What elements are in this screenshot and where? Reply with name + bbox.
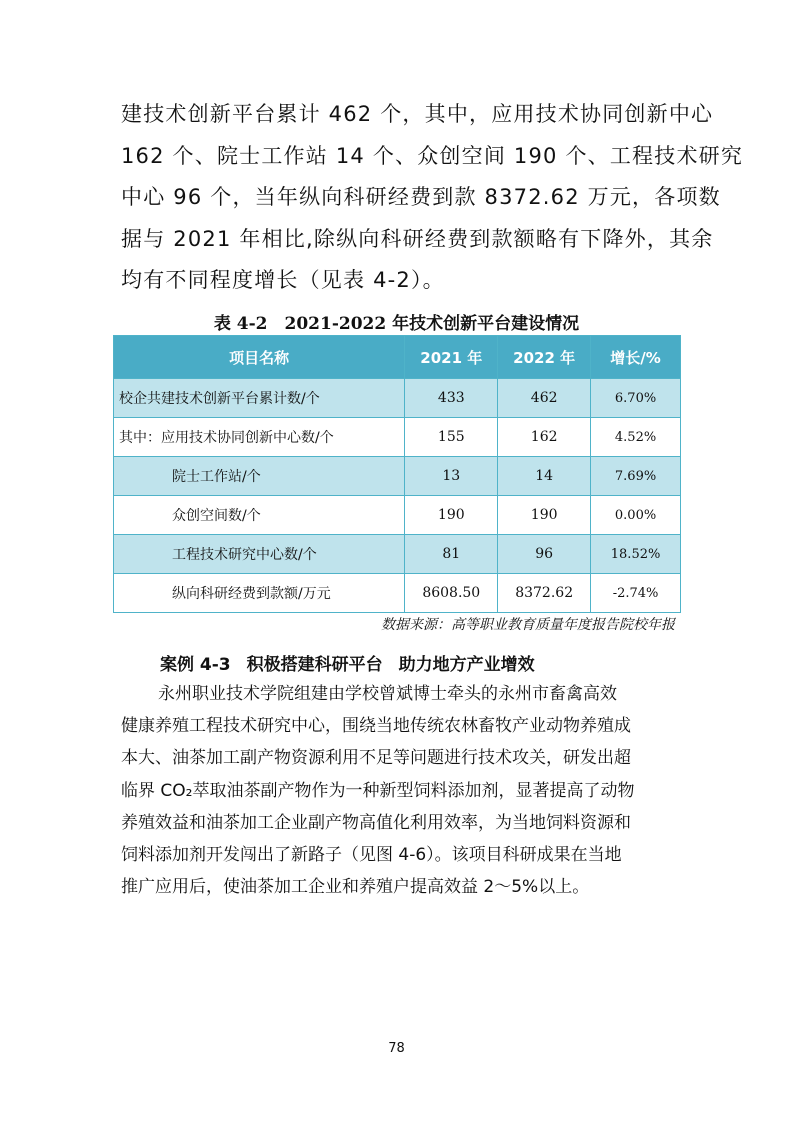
row-2022: 14: [498, 457, 591, 496]
case-line: 临界 CO₂萃取油茶副产物作为一种新型饲料添加剂，显著提高了动物: [121, 780, 635, 801]
intro-line: 均有不同程度增长（见表 4-2）。: [121, 268, 445, 292]
row-2022: 462: [498, 379, 591, 418]
header-2022: 2022 年: [498, 336, 591, 379]
row-2021: 8608.50: [405, 574, 498, 613]
row-2021: 155: [405, 418, 498, 457]
case-line: 本大、油茶加工副产物资源利用不足等问题进行技术攻关，研发出超: [121, 748, 631, 769]
row-growth: 0.00%: [591, 496, 681, 535]
row-2022: 190: [498, 496, 591, 535]
case-title-part2: 助力地方产业增效: [398, 655, 535, 675]
case-line: 永州职业技术学院组建由学校曾斌博士牵头的永州市畜禽高效: [158, 684, 617, 704]
row-name: 工程技术研究中心数/个: [114, 535, 405, 574]
row-2022: 8372.62: [498, 574, 591, 613]
header-item-name: 项目名称: [114, 336, 405, 379]
table-row: [114, 457, 681, 496]
row-name: 校企共建技术创新平台累计数/个: [114, 379, 405, 418]
case-line: 饲料添加剂开发闯出了新路子（见图 4-6）。该项目科研成果在当地: [121, 845, 622, 866]
row-2022: 162: [498, 418, 591, 457]
row-name: 众创空间数/个: [114, 496, 405, 535]
row-2021: 190: [405, 496, 498, 535]
row-2022: 96: [498, 535, 591, 574]
row-name: 其中：应用技术协同创新中心数/个: [114, 418, 405, 457]
table-row: [114, 535, 681, 574]
table-row: [114, 574, 681, 613]
table-row: [114, 496, 681, 535]
row-name: 院士工作站/个: [114, 457, 405, 496]
intro-line: 建技术创新平台累计 462 个，其中，应用技术协同创新中心: [121, 102, 714, 126]
row-2021: 433: [405, 379, 498, 418]
row-name: 纵向科研经费到款额/万元: [114, 574, 405, 613]
table-row: [114, 379, 681, 418]
header-2021: 2021 年: [405, 336, 498, 379]
table-source-note: 数据来源：高等职业教育质量年度报告院校年报: [381, 617, 675, 633]
row-growth: 7.69%: [591, 457, 681, 496]
row-growth: 4.52%: [591, 418, 681, 457]
platform-table: [113, 335, 681, 613]
table-header-row: [114, 336, 681, 379]
case-line: 推广应用后，使油茶加工企业和养殖户提高效益 2～5%以上。: [121, 877, 590, 898]
intro-line: 中心 96 个，当年纵向科研经费到款 8372.62 万元，各项数: [121, 185, 721, 209]
case-title-part1: 积极搭建科研平台: [246, 655, 383, 675]
row-2021: 13: [405, 457, 498, 496]
row-growth: -2.74%: [591, 574, 681, 613]
case-label: 案例 4-3: [160, 655, 231, 675]
row-growth: 18.52%: [591, 535, 681, 574]
intro-line: 据与 2021 年相比,除纵向科研经费到款额略有下降外，其余: [121, 226, 714, 251]
case-paragraph: [121, 678, 686, 903]
intro-paragraph: [121, 94, 744, 302]
row-growth: 6.70%: [591, 379, 681, 418]
page-number: 78: [388, 1041, 405, 1056]
table-title: 表 4-2 2021-2022 年技术创新平台建设情况: [213, 314, 580, 334]
case-heading: [160, 650, 535, 675]
table-row: [114, 418, 681, 457]
case-line: 养殖效益和油茶加工企业副产物高值化利用效率，为当地饲料资源和: [121, 812, 631, 833]
header-growth: 增长/%: [591, 336, 681, 379]
row-2021: 81: [405, 535, 498, 574]
case-line: 健康养殖工程技术研究中心，围绕当地传统农林畜牧产业动物养殖成: [121, 716, 631, 737]
intro-line: 162 个、院士工作站 14 个、众创空间 190 个、工程技术研究: [121, 143, 744, 168]
